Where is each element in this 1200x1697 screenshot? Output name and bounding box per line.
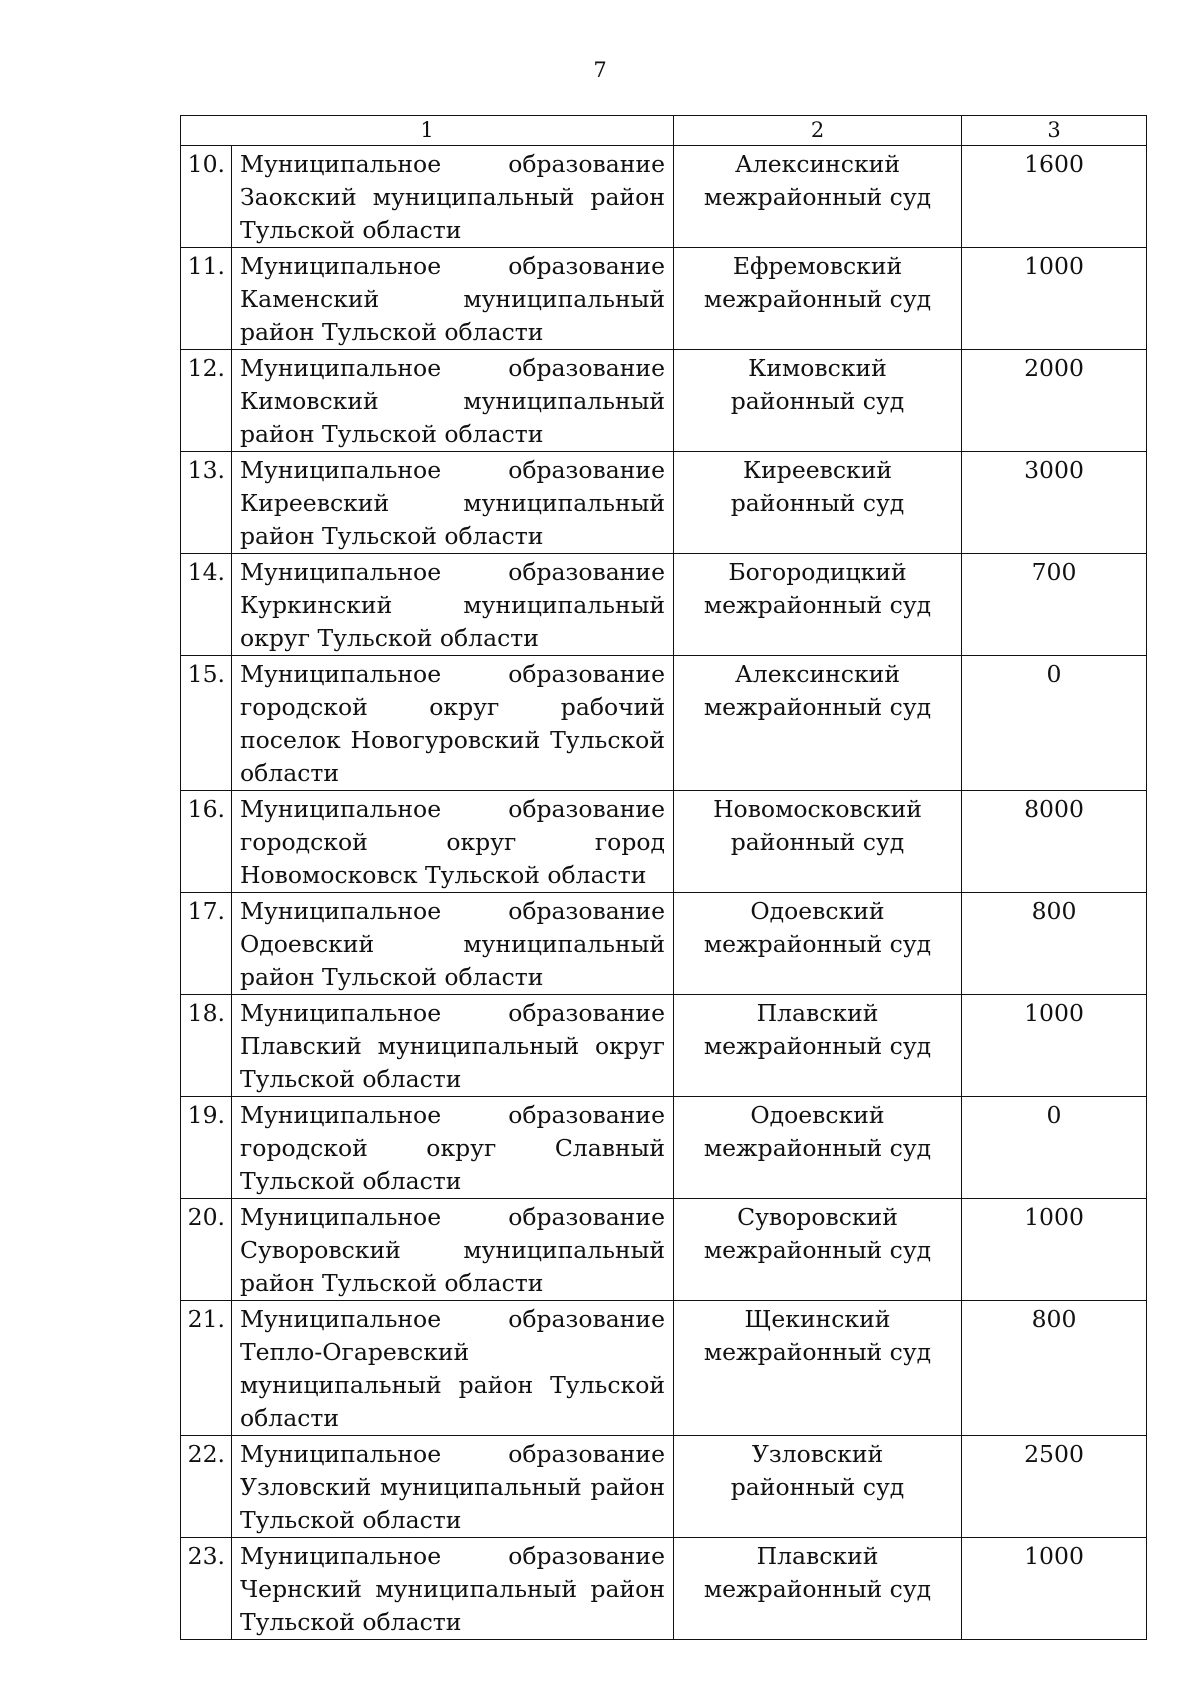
municipality-name: Муниципальное образование Куркинский муниципальный округ Тульской области xyxy=(240,558,665,652)
court-type: межрайонный суд xyxy=(703,591,932,619)
table-row xyxy=(181,1436,1147,1538)
court-cell xyxy=(674,554,962,656)
municipality-name: Муниципальное образование городской округ город Новомосковск Тульской области xyxy=(240,795,665,889)
municipality-cell xyxy=(232,995,674,1097)
municipality-cell xyxy=(232,452,674,554)
court-type: межрайонный суд xyxy=(703,285,932,313)
page-number: 7 xyxy=(593,58,607,82)
court-type: межрайонный суд xyxy=(703,1134,932,1162)
amount-cell: 1000 xyxy=(962,1199,1147,1301)
court-cell xyxy=(674,452,962,554)
court-cell xyxy=(674,791,962,893)
court-name: Узловский xyxy=(751,1440,884,1468)
table-row xyxy=(181,1097,1147,1199)
court-cell xyxy=(674,1199,962,1301)
municipality-name: Муниципальное образование Чернский муниципальный район Тульской области xyxy=(240,1542,665,1636)
table-row xyxy=(181,452,1147,554)
column-header-2: 2 xyxy=(674,116,962,146)
court-name: Ефремовский xyxy=(732,252,903,280)
row-number: 13. xyxy=(181,452,232,554)
court-name: Одоевский xyxy=(750,1101,885,1129)
table-row xyxy=(181,350,1147,452)
court-type: районный суд xyxy=(730,387,905,415)
court-type: межрайонный суд xyxy=(703,1575,932,1603)
table-row xyxy=(181,248,1147,350)
municipality-cell xyxy=(232,1301,674,1436)
municipality-name: Муниципальное образование Плавский муниципальный округ Тульской области xyxy=(240,999,665,1093)
amount-cell: 1000 xyxy=(962,1538,1147,1640)
municipality-cell xyxy=(232,791,674,893)
table-row xyxy=(181,893,1147,995)
municipality-cell xyxy=(232,1538,674,1640)
municipality-name: Муниципальное образование Киреевский муниципальный район Тульской области xyxy=(240,456,665,550)
table-row xyxy=(181,1301,1147,1436)
court-type: межрайонный суд xyxy=(703,1032,932,1060)
table-row xyxy=(181,791,1147,893)
allocation-table xyxy=(180,115,1147,1640)
court-cell xyxy=(674,995,962,1097)
municipality-cell xyxy=(232,248,674,350)
court-type: межрайонный суд xyxy=(703,1236,932,1264)
court-name: Кимовский xyxy=(748,354,887,382)
amount-cell: 0 xyxy=(962,656,1147,791)
amount-cell: 2500 xyxy=(962,1436,1147,1538)
row-number: 21. xyxy=(181,1301,232,1436)
court-name: Суворовский xyxy=(737,1203,898,1231)
row-number: 15. xyxy=(181,656,232,791)
municipality-cell xyxy=(232,1199,674,1301)
amount-cell: 800 xyxy=(962,893,1147,995)
court-cell xyxy=(674,1097,962,1199)
amount-cell: 1000 xyxy=(962,995,1147,1097)
table-row xyxy=(181,656,1147,791)
court-name: Алексинский xyxy=(735,150,900,178)
municipality-name: Муниципальное образование Тепло-Огаревский муниципальный район Тульской области xyxy=(240,1305,665,1432)
row-number: 16. xyxy=(181,791,232,893)
court-type: районный суд xyxy=(730,828,905,856)
table-row xyxy=(181,1538,1147,1640)
municipality-cell xyxy=(232,350,674,452)
table-row xyxy=(181,146,1147,248)
amount-cell: 700 xyxy=(962,554,1147,656)
row-number: 19. xyxy=(181,1097,232,1199)
row-number: 10. xyxy=(181,146,232,248)
court-cell xyxy=(674,146,962,248)
column-header-3: 3 xyxy=(962,116,1147,146)
municipality-name: Муниципальное образование Кимовский муниципальный район Тульской области xyxy=(240,354,665,448)
court-name: Одоевский xyxy=(750,897,885,925)
amount-cell: 3000 xyxy=(962,452,1147,554)
row-number: 12. xyxy=(181,350,232,452)
municipality-cell xyxy=(232,893,674,995)
row-number: 20. xyxy=(181,1199,232,1301)
court-type: районный суд xyxy=(730,1473,905,1501)
row-number: 14. xyxy=(181,554,232,656)
municipality-name: Муниципальное образование Суворовский муниципальный район Тульской области xyxy=(240,1203,665,1297)
court-cell xyxy=(674,893,962,995)
court-name: Плавский xyxy=(756,999,879,1027)
court-name: Плавский xyxy=(756,1542,879,1570)
amount-cell: 8000 xyxy=(962,791,1147,893)
municipality-cell xyxy=(232,1097,674,1199)
court-cell xyxy=(674,248,962,350)
amount-cell: 1000 xyxy=(962,248,1147,350)
row-number: 22. xyxy=(181,1436,232,1538)
court-cell xyxy=(674,1538,962,1640)
row-number: 17. xyxy=(181,893,232,995)
row-number: 18. xyxy=(181,995,232,1097)
court-cell xyxy=(674,1301,962,1436)
municipality-cell xyxy=(232,1436,674,1538)
court-type: межрайонный суд xyxy=(703,693,932,721)
amount-cell: 800 xyxy=(962,1301,1147,1436)
row-number: 23. xyxy=(181,1538,232,1640)
municipality-cell xyxy=(232,554,674,656)
municipality-name: Муниципальное образование Каменский муниципальный район Тульской области xyxy=(240,252,665,346)
court-name: Щекинский xyxy=(744,1305,891,1333)
municipality-name: Муниципальное образование городской округ Славный Тульской области xyxy=(240,1101,665,1195)
amount-cell: 2000 xyxy=(962,350,1147,452)
municipality-name: Муниципальное образование Узловский муниципальный район Тульской области xyxy=(240,1440,665,1534)
amount-cell: 0 xyxy=(962,1097,1147,1199)
court-type: межрайонный суд xyxy=(703,930,932,958)
municipality-cell xyxy=(232,146,674,248)
court-type: межрайонный суд xyxy=(703,183,932,211)
municipality-name: Муниципальное образование городской округ рабочий поселок Новогуровский Тульской области xyxy=(240,660,665,787)
court-name: Киреевский xyxy=(742,456,893,484)
column-header-1: 1 xyxy=(181,116,674,146)
table-row xyxy=(181,554,1147,656)
court-cell xyxy=(674,656,962,791)
court-name: Богородицкий xyxy=(728,558,907,586)
court-type: межрайонный суд xyxy=(703,1338,932,1366)
row-number: 11. xyxy=(181,248,232,350)
amount-cell: 1600 xyxy=(962,146,1147,248)
table-header-row xyxy=(181,116,1147,146)
court-name: Алексинский xyxy=(735,660,900,688)
table-row xyxy=(181,1199,1147,1301)
court-type: районный суд xyxy=(730,489,905,517)
municipality-name: Муниципальное образование Одоевский муниципальный район Тульской области xyxy=(240,897,665,991)
table-row xyxy=(181,995,1147,1097)
court-cell xyxy=(674,1436,962,1538)
court-name: Новомосковский xyxy=(713,795,922,823)
municipality-name: Муниципальное образование Заокский муниципальный район Тульской области xyxy=(240,150,665,244)
court-cell xyxy=(674,350,962,452)
municipality-cell xyxy=(232,656,674,791)
